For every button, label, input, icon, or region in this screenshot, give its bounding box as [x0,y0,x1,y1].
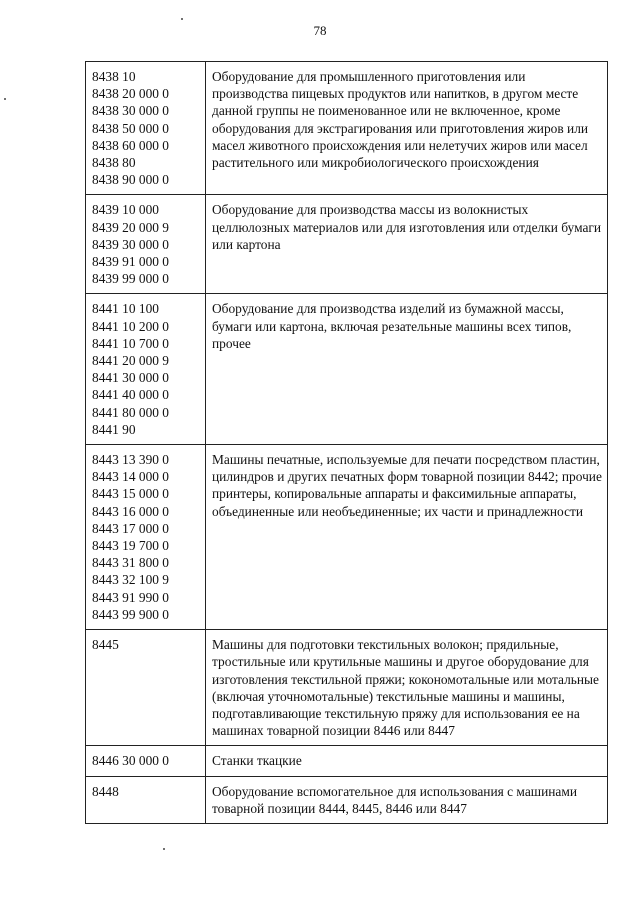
scan-speck [181,18,183,20]
table-row [86,445,608,630]
description-cell [206,445,608,630]
commodity-code: 8441 30 000 0 [92,370,169,386]
commodity-code: 8439 99 000 0 [92,271,169,287]
commodity-code: 8443 32 100 9 [92,572,169,588]
code-cell [86,62,206,195]
table-row [86,776,608,823]
table-row [86,630,608,746]
scan-speck [4,98,6,100]
table-body [86,62,608,824]
commodity-code: 8438 10 [92,69,136,84]
description-cell [206,195,608,294]
commodity-code: 8439 20 000 9 [92,219,169,235]
commodity-code: 8443 14 000 0 [92,469,169,485]
commodity-code: 8443 13 390 0 [92,452,169,468]
commodity-code: 8443 19 700 0 [92,538,169,554]
customs-code-table [85,61,608,824]
commodity-code: 8446 30 000 0 [92,753,169,769]
commodity-code: 8439 30 000 0 [92,236,169,252]
description-cell [206,62,608,195]
goods-description: Машины печатные, используемые для печати посредством пластин, цилиндров и других печатных форм товарной позиции 8442; прочие принтеры, копировальные аппараты и факсимильные аппараты, объединенные или необъединенные; их части и принадлежности [212,452,602,519]
commodity-code: 8443 91 990 0 [92,589,169,605]
table-row [86,62,608,195]
code-cell [86,746,206,776]
commodity-code: 8441 90 [92,421,136,437]
code-cell [86,195,206,294]
commodity-code: 8443 15 000 0 [92,486,169,502]
commodity-code: 8439 10 000 [92,202,159,218]
goods-description: Оборудование для производства массы из волокнистых целлюлозных материалов или для изготовления или отделки бумаги или картона [212,202,602,252]
commodity-code: 8445 [92,637,119,653]
commodity-code: 8443 99 900 0 [92,606,169,622]
goods-description: Машины для подготовки текстильных волокон; прядильные, тростильные или крутильные машины и другое оборудование для изготовления текстильной пряжи; кокономотальные или мотальные (включая уточномотальные) текстильные машины и машины, подготавливающие текстильную пряжу для использования ее на машинах товарной позиции 8446 или 8447 [212,637,599,739]
code-cell [86,776,206,823]
commodity-code: 8438 60 000 0 [92,137,169,153]
goods-description: Оборудование для производства изделий из бумажной массы, бумаги или картона, включая резательные машины всех типов, прочее [212,301,572,351]
goods-description: Оборудование вспомогательное для использования с машинами товарной позиции 8444, 8445, 8446 или 8447 [212,783,577,816]
table-row [86,294,608,445]
description-cell [206,776,608,823]
commodity-code: 8441 80 000 0 [92,404,169,420]
commodity-code: 8438 90 000 0 [92,172,169,188]
table-row [86,746,608,776]
commodity-code: 8438 30 000 0 [92,103,169,119]
commodity-code: 8441 10 100 [92,301,159,317]
code-cell [86,630,206,746]
commodity-code: 8448 [92,783,119,799]
commodity-code: 8443 17 000 0 [92,520,169,536]
description-cell [206,746,608,776]
commodity-code: 8443 31 800 0 [92,555,169,571]
scan-speck [163,848,165,850]
commodity-code: 8438 20 000 0 [92,86,169,102]
description-cell [206,630,608,746]
commodity-code: 8441 40 000 0 [92,387,169,403]
commodity-code: 8439 91 000 0 [92,254,169,270]
code-cell [86,294,206,445]
code-cell [86,445,206,630]
commodity-code: 8441 10 700 0 [92,335,169,351]
page-number: 78 [313,23,327,38]
goods-description: Оборудование для промышленного приготовления или производства пищевых продуктов или напитков, в другом месте данной группы не поименованное или не включенное, кроме оборудования для экстрагирования или приготовления жиров или масел животного происхождения или нелетучих жиров или масел растительного или микробиологического происхождения [212,69,589,171]
table-row [86,195,608,294]
commodity-code: 8441 10 200 0 [92,318,169,334]
commodity-code: 8441 20 000 9 [92,353,169,369]
commodity-code: 8438 80 [92,155,136,171]
commodity-code: 8438 50 000 0 [92,120,169,136]
commodity-code: 8443 16 000 0 [92,503,169,519]
description-cell [206,294,608,445]
goods-description: Станки ткацкие [212,753,302,769]
